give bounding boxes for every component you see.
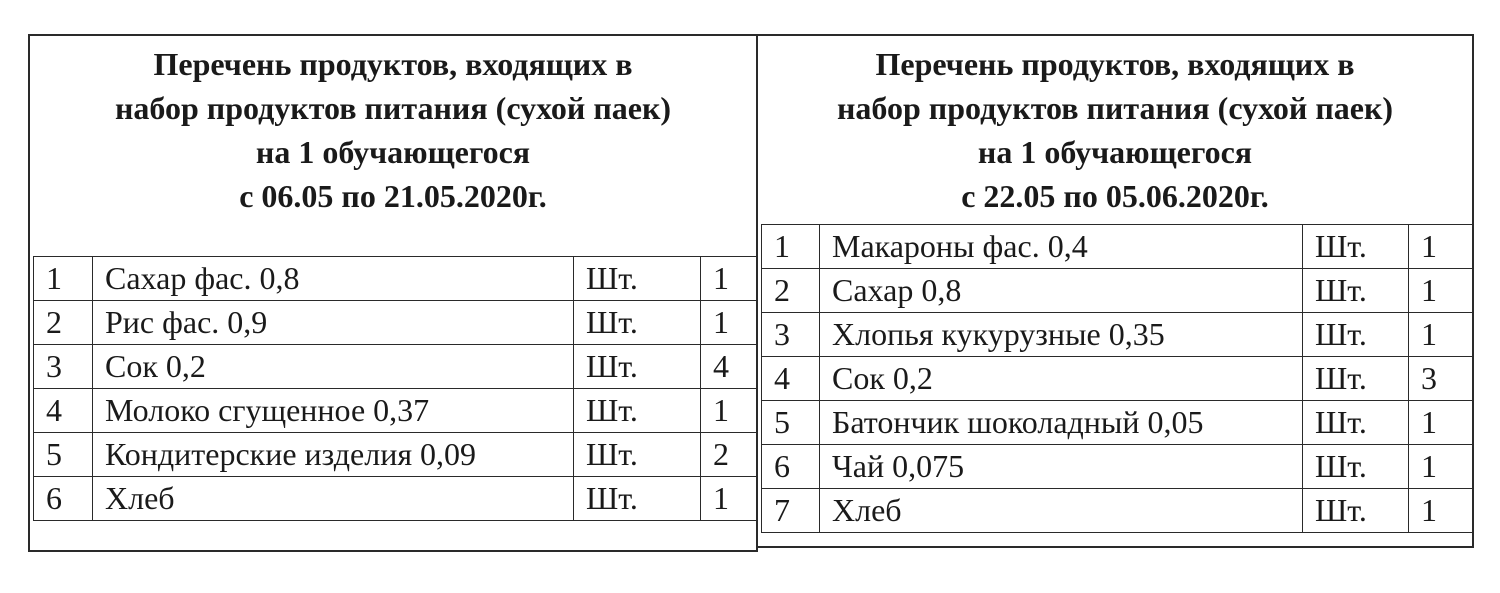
table-row bbox=[34, 301, 758, 345]
unit: Шт. bbox=[1303, 313, 1409, 357]
quantity: 2 bbox=[701, 433, 758, 477]
quantity: 3 bbox=[1409, 357, 1474, 401]
table-row bbox=[762, 401, 1474, 445]
row-number: 3 bbox=[762, 313, 820, 357]
unit: Шт. bbox=[1303, 401, 1409, 445]
heading-line: Перечень продуктов, входящих в bbox=[153, 46, 633, 82]
quantity: 1 bbox=[701, 477, 758, 521]
quantity: 1 bbox=[701, 389, 758, 433]
unit: Шт. bbox=[1303, 269, 1409, 313]
heading-period: с 06.05 по 21.05.2020г. bbox=[239, 178, 547, 214]
product-name: Сахар фас. 0,8 bbox=[93, 257, 574, 301]
row-number: 1 bbox=[34, 257, 93, 301]
quantity: 1 bbox=[1409, 401, 1474, 445]
product-name: Хлопья кукурузные 0,35 bbox=[820, 313, 1303, 357]
product-name: Сахар 0,8 bbox=[820, 269, 1303, 313]
unit: Шт. bbox=[1303, 357, 1409, 401]
row-number: 2 bbox=[34, 301, 93, 345]
row-number: 1 bbox=[762, 225, 820, 269]
table-row bbox=[762, 489, 1474, 533]
left-heading bbox=[30, 42, 756, 218]
product-name: Хлеб bbox=[93, 477, 574, 521]
heading-line: набор продуктов питания (сухой паек) bbox=[114, 90, 672, 126]
table-row bbox=[762, 313, 1474, 357]
product-name: Молоко сгущенное 0,37 bbox=[93, 389, 574, 433]
row-number: 4 bbox=[34, 389, 93, 433]
table-row bbox=[34, 389, 758, 433]
unit: Шт. bbox=[574, 301, 701, 345]
right-products-table bbox=[761, 224, 1474, 533]
table-row bbox=[762, 357, 1474, 401]
table-row bbox=[762, 269, 1474, 313]
table-row bbox=[762, 225, 1474, 269]
row-number: 4 bbox=[762, 357, 820, 401]
quantity: 1 bbox=[1409, 269, 1474, 313]
right-product-list-panel bbox=[756, 34, 1474, 548]
row-number: 2 bbox=[762, 269, 820, 313]
product-name: Рис фас. 0,9 bbox=[93, 301, 574, 345]
product-name: Чай 0,075 bbox=[820, 445, 1303, 489]
product-name: Хлеб bbox=[820, 489, 1303, 533]
row-number: 6 bbox=[34, 477, 93, 521]
table-row bbox=[34, 345, 758, 389]
heading-line: набор продуктов питания (сухой паек) bbox=[836, 90, 1394, 126]
unit: Шт. bbox=[574, 477, 701, 521]
row-number: 6 bbox=[762, 445, 820, 489]
unit: Шт. bbox=[1303, 445, 1409, 489]
product-name: Батончик шоколадный 0,05 bbox=[820, 401, 1303, 445]
product-name: Макароны фас. 0,4 bbox=[820, 225, 1303, 269]
unit: Шт. bbox=[574, 345, 701, 389]
left-products-table bbox=[33, 256, 758, 521]
row-number: 5 bbox=[762, 401, 820, 445]
heading-line: на 1 обучающегося bbox=[977, 134, 1253, 170]
table-row bbox=[34, 477, 758, 521]
product-name: Сок 0,2 bbox=[93, 345, 574, 389]
table-row bbox=[34, 433, 758, 477]
unit: Шт. bbox=[574, 389, 701, 433]
unit: Шт. bbox=[1303, 489, 1409, 533]
quantity: 1 bbox=[1409, 489, 1474, 533]
quantity: 1 bbox=[1409, 225, 1474, 269]
heading-period: с 22.05 по 05.06.2020г. bbox=[961, 178, 1269, 214]
quantity: 1 bbox=[701, 257, 758, 301]
table-row bbox=[762, 445, 1474, 489]
unit: Шт. bbox=[574, 257, 701, 301]
unit: Шт. bbox=[1303, 225, 1409, 269]
product-name: Кондитерские изделия 0,09 bbox=[93, 433, 574, 477]
row-number: 7 bbox=[762, 489, 820, 533]
quantity: 1 bbox=[1409, 313, 1474, 357]
right-heading bbox=[758, 42, 1472, 218]
row-number: 5 bbox=[34, 433, 93, 477]
heading-line: на 1 обучающегося bbox=[255, 134, 531, 170]
quantity: 1 bbox=[1409, 445, 1474, 489]
table-row bbox=[34, 257, 758, 301]
row-number: 3 bbox=[34, 345, 93, 389]
product-name: Сок 0,2 bbox=[820, 357, 1303, 401]
heading-line: Перечень продуктов, входящих в bbox=[875, 46, 1355, 82]
quantity: 4 bbox=[701, 345, 758, 389]
left-product-list-panel bbox=[28, 34, 758, 552]
unit: Шт. bbox=[574, 433, 701, 477]
quantity: 1 bbox=[701, 301, 758, 345]
